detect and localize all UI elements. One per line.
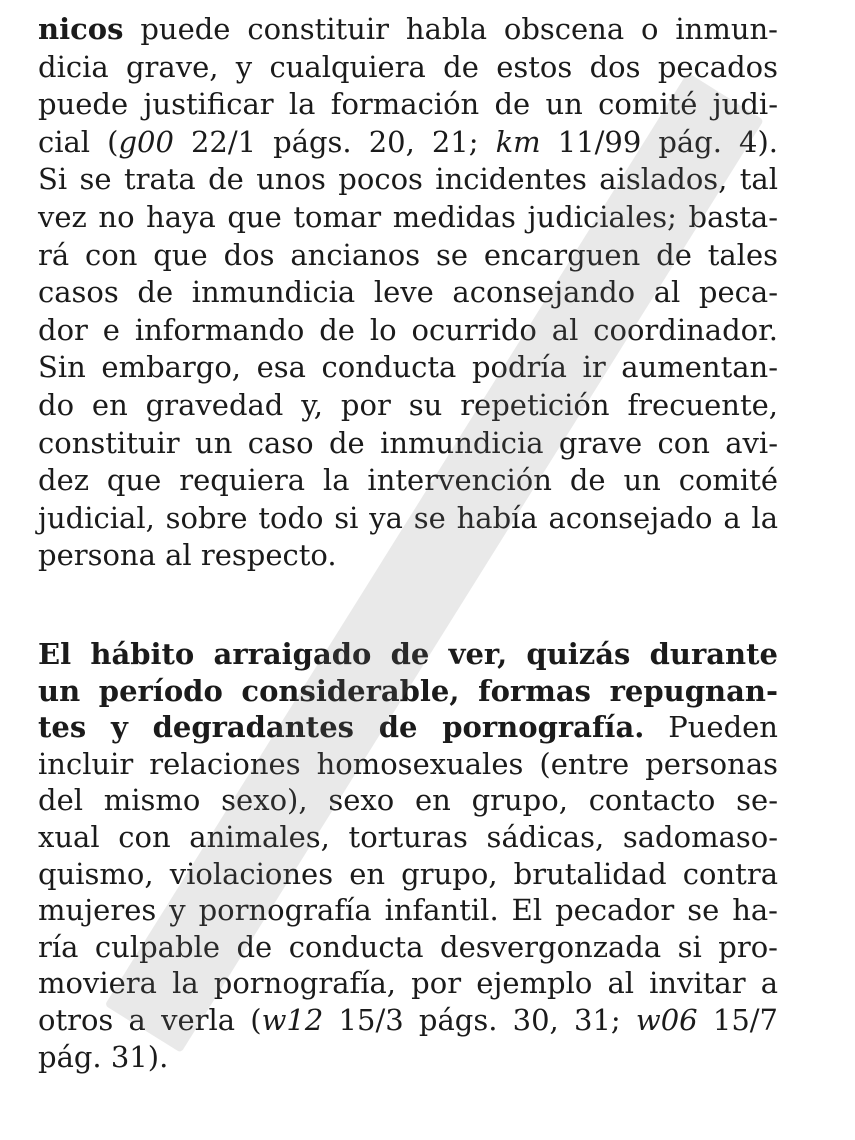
body-text: 15/3 págs. 30, 31; (323, 1003, 636, 1037)
text-line (38, 275, 778, 309)
text-line (38, 1040, 778, 1074)
body-text: Sin embargo, esa conducta podría ir aumentan- (38, 350, 778, 385)
text-line (38, 200, 778, 234)
body-text: otros a verla ( (38, 1003, 262, 1037)
body-text: persona al respecto. (38, 538, 337, 573)
text-line (38, 501, 778, 535)
text-line (38, 893, 778, 927)
bold-text: tes y degradantes de pornografía. (38, 710, 645, 745)
text-line (38, 426, 778, 460)
text-line (38, 50, 778, 84)
body-text: cial ( (38, 124, 119, 159)
cut-off-heading-bottom (38, 1128, 778, 1140)
body-text: puede constituir habla obscena o inmun- (123, 12, 778, 46)
text-line (38, 710, 778, 744)
bold-text: nicos (38, 12, 124, 46)
text-line (38, 463, 778, 497)
text-line (38, 820, 778, 854)
reference-text: w06 (635, 1003, 698, 1037)
text-line (38, 87, 778, 121)
text-line (38, 930, 778, 964)
body-text: 22/1 págs. 20, 21; (173, 124, 496, 159)
text-line (38, 674, 778, 708)
body-text: dicia grave, y cualquiera de estos dos pecados (38, 49, 778, 84)
body-text: dez que requiera la intervención de un comité (38, 463, 778, 498)
text-line (38, 388, 778, 422)
body-text: judicial, sobre todo si ya se había aconsejado a la (38, 500, 778, 535)
text-line (38, 313, 778, 347)
body-text: rá con que dos ancianos se encarguen de tales (38, 237, 778, 272)
text-line (38, 162, 778, 196)
body-text: puede justificar la formación de un comité judi- (38, 87, 778, 122)
body-text: constituir un caso de inmundicia grave con avi- (38, 425, 778, 460)
body-text: del mismo sexo), sexo en grupo, contacto se- (38, 783, 778, 818)
body-text: xual con animales, torturas sádicas, sadomaso- (38, 820, 778, 854)
text-line (38, 747, 778, 781)
reference-text: km (495, 124, 541, 159)
body-text: do en gravedad y, por su repetición frecuente, (38, 388, 778, 422)
text-line (38, 350, 778, 384)
body-text: 11/99 pág. 4). (540, 124, 778, 159)
text-line (38, 1003, 778, 1037)
reference-text: g00 (118, 124, 174, 159)
body-text: mujeres y pornografía infantil. El pecador se ha- (38, 893, 778, 928)
text-line (38, 637, 778, 671)
bold-text: El hábito arraigado de ver, quizás durante (38, 637, 778, 671)
body-text: 15/7 (697, 1003, 778, 1037)
text-line (38, 12, 778, 46)
body-text: Pueden (644, 710, 778, 745)
body-text: quismo, violaciones en grupo, brutalidad contra (38, 856, 778, 891)
text-line (38, 538, 778, 572)
text-line (38, 966, 778, 1000)
text-line (38, 125, 778, 159)
body-text: pág. 31). (38, 1039, 169, 1074)
body-text: incluir relaciones homosexuales (entre personas (38, 746, 778, 781)
body-text: casos de inmundicia leve aconsejando al peca- (38, 275, 778, 310)
body-text: dor e informando de lo ocurrido al coordinador. (38, 312, 778, 347)
body-text: moviera la pornografía, por ejemplo al invitar a (38, 966, 778, 1001)
text-line (38, 783, 778, 817)
text-line (38, 238, 778, 272)
body-text: ría culpable de conducta desvergonzada si pro- (38, 929, 778, 964)
reference-text: w12 (261, 1003, 324, 1037)
body-text: Si se trata de unos pocos incidentes aislados, tal (38, 162, 778, 197)
bold-text: un período considerable, formas repugnan- (38, 673, 778, 708)
body-text: vez no haya que tomar medidas judiciales; basta- (38, 200, 778, 234)
text-line (38, 857, 778, 891)
